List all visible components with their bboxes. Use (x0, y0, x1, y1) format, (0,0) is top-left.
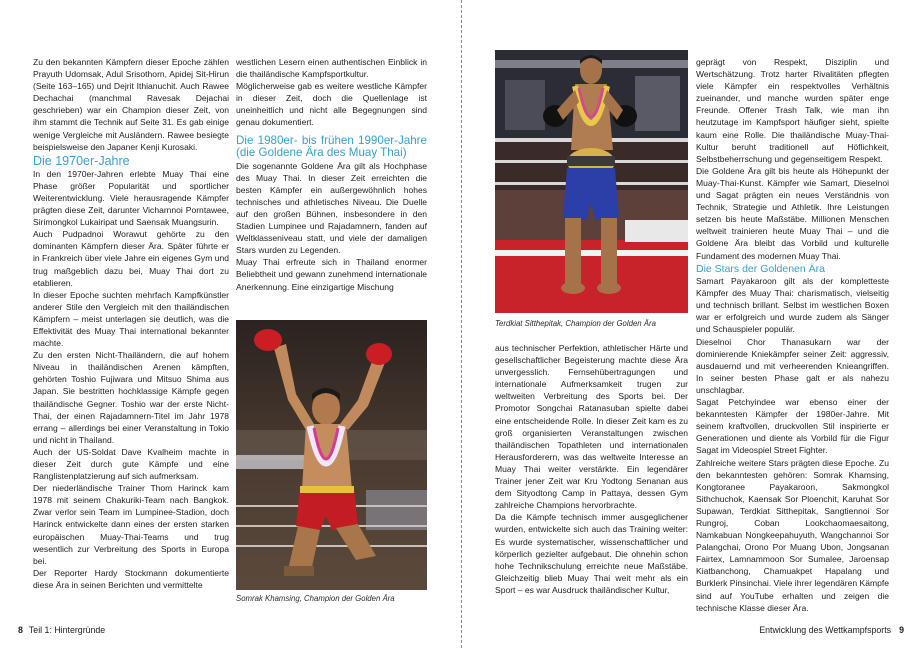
paragraph: Zu den ersten Nicht-Thailändern, die auf hohem Niveau in thailändischen Arenen kämpften, gehörten Toshio Fujiwara und Mitsuo Shima aus Japan. Sie bestritten hochklassige Kämpfe gegen thailändische Gegner. Toshio war der erste Nicht-Thai, der einen Rajadamnern-Titel im Jahr 1978 errang – allerdings bei einer Veranstaltung in Tokio und nicht in Thailand. (33, 350, 229, 445)
paragraph: geprägt von Respekt, Disziplin und Wertschätzung. Trotz harter Rivalitäten pflegten viele Kämpfer ein respektvolles Verhältnis zueinander, und manche wurden später enge Freunde. Offener Trash Talk, wie man ihn heutzutage im Kampfsport häufiger sieht, spielte kaum eine Rolle. Die thailändische Muay-Thai-Kultur beruht traditionell auf Höflichkeit, Selbstbeherrschung und gegenseitigem Respekt. (696, 57, 889, 164)
paragraph: Auch Pudpadnoi Worawut gehörte zu den dominanten Kämpfern dieser Ära. Später führte er in Frankreich über viele Jahre ein eigenes Gym und trug maßgeblich dazu bei, Muay Thai dort zu etablieren. (33, 229, 229, 288)
section-heading-1970s: Die 1970er-Jahre (33, 153, 130, 168)
paragraph: aus technischer Perfektion, athletischer Härte und gesellschaftlicher Begeisterung machte diese Ära unvergesslich. Fernsehübertragungen und internationale Aufmerksamkeit trugen zur weltweiten Verbreitung des Sports bei. Der Promotor Songchai Ratanasuban spielte dabei eine entscheidende Rolle. In dieser Zeit kam es zu groß organisierten Veranstaltungen zwischen thailändischen Topathleten und internationalen Herausforderern, was das weltweite Interesse an Muay Thai weiter verstärkte. Ein legendärer Trainer jener Zeit war Kru Yodtong Senanan aus dem Sityodtong Camp in Pattaya, dessen Gym zahlreiche Champions hervorbrachte. (495, 343, 688, 511)
paragraph: Dieselnoi Chor Thanasukarn war der dominierende Kniekämpfer seiner Zeit: aggressiv, ausdauernd und mit verheerenden Knieangriffen. In seiner besten Phase galt er als nahezu unschlagbar. (696, 336, 889, 395)
photo-somrak-khamsing (236, 320, 427, 590)
footer-section-right: Entwicklung des Wettkampfsports (759, 625, 892, 635)
footer-right (759, 625, 904, 635)
paragraph: Auch der US-Soldat Dave Kvalheim machte in dieser Zeit durch gute Kämpfe und eine Ranglistenplatzierung auf sich aufmerksam. (33, 446, 229, 482)
section-heading-golden-era: Die 1980er- bis frühen 1990er-Jahre (die Goldene Ära des Muay Thai) (236, 133, 427, 160)
page-number-left: 8 (18, 625, 23, 635)
boxer-photo-image (236, 320, 427, 590)
footer-left (18, 625, 105, 635)
photo-caption-right: Terdkiat Sitthepitak, Champion der Golden Ära (495, 319, 656, 328)
paragraph: Der niederländische Trainer Thom Harinck kam 1978 mit seinem Chakuriki-Team nach Bangkok. Zwar verlor sein Team im Lumpinee-Stadion, doch Harinck entwickelte dann eines der ersten starken europäischen Muay-Thai-Teams und trug wesentlich zur Verbreitung des Sports in Europa bei. (33, 483, 229, 566)
left-column-2 (236, 56, 427, 293)
paragraph: Die Goldene Ära gilt bis heute als Höhepunkt der Muay-Thai-Kunst. Kämpfer wie Samart, Dieselnoi und Sagat prägten ein neues Verständnis von Technik, Strategie und Athletik. Ihre Leistungen setzen bis heute Maßstäbe. Millionen Menschen weltweit trainieren heute Muay Thai – und die Goldene Ära bleibt das Vorbild und kulturelle Fundament des modernen Muay Thai. (696, 165, 889, 261)
paragraph: westlichen Lesern einen authentischen Einblick in die thailändische Kampfsportkultur. (236, 57, 427, 80)
paragraph: Muay Thai erfreute sich in Thailand enormer Beliebtheit und gewann zunehmend internationale Anerkennung. Eine einzigartige Mischung (236, 257, 427, 292)
paragraph: Sagat Petchyindee war ebenso einer der bekanntesten Kämpfer der 1980er-Jahre. Mit seinem kraftvollen, druckvollen Stil inspirierte er Generationen und diente als Vorbild für die Figur Sagat im Videospiel Street Fighter. (696, 397, 889, 456)
paragraph: In dieser Epoche suchten mehrfach Kampfkünstler anderer Stile den Vergleich mit den thailändischen Kämpfern – meist unterlagen sie deutlich, was die Effektivität des Muay Thai international bekannter machte. (33, 289, 229, 349)
page-fold (461, 0, 462, 648)
section-heading-stars: Die Stars der Goldenen Ära (696, 262, 825, 275)
right-column-3 (495, 342, 688, 596)
boxer-photo-image (495, 50, 688, 313)
paragraph: Zu den bekannten Kämpfern dieser Epoche zählen Prayuth Udomsak, Adul Srisothorn, Apidej Sit-Hirun (Seite 163–165) und Dejrit Ithianuchit. Auch Rawee Dechachai (manchmal Ravesak Dejachai geschrieben) war ein Champion dieser Zeit, von ihm stammt die Technik auf Seite 31. Es gab einige wenige Vergleiche mit Ausländern. Rawee besiegte beispielsweise den Japaner Kenji Kurosaki. (33, 57, 229, 152)
paragraph: Der Reporter Hardy Stockmann dokumentierte diese Ära in seinen Berichten und vermittelte (33, 567, 229, 590)
photo-caption-left: Somrak Khamsing, Champion der Golden Ära (236, 594, 395, 603)
paragraph: Samart Payakaroon gilt als der kompletteste Kämpfer des Muay Thai: charismatisch, vielseitig und technisch brillant. Selbst im westlichen Boxen war er erfolgreich und wurde zudem als Sänger und Schauspieler populär. (696, 276, 889, 335)
footer-section-left: Teil 1: Hintergründe (28, 625, 106, 635)
paragraph: In den 1970er-Jahren erlebte Muay Thai eine Phase größer Popularität und sportlicher Weiterentwicklung. Viele herausragende Kämpfer prägten diese Zeit, darunter Vicharnnoi Porntawee, Sirimongkol Lukairipat und Saensak Muangsurin. (33, 168, 229, 228)
paragraph: Möglicherweise gab es weitere westliche Kämpfer in dieser Zeit, doch die Quellenlage ist uneinheitlich und nicht alle Begegnungen sind genau dokumentiert. (236, 81, 427, 128)
paragraph: Die sogenannte Goldene Ära gilt als Hochphase des Muay Thai. In dieser Zeit erreichten die besten Kämpfer ein außergewöhnlich hohes technisches und athletisches Niveau. Die Duelle auf den großen Bühnen, insbesondere in den Stadien Lumpinee und Rajadamnern, fanden auf Weltklasseniveau statt, und viele der damaligen Stars wurden zu Legenden. (236, 160, 427, 256)
photo-terdkiat-sitthepitak (495, 50, 688, 313)
right-column-4 (696, 56, 889, 614)
left-column-1 (33, 56, 229, 591)
paragraph: Zahlreiche weitere Stars prägten diese Epoche. Zu den bekanntesten gehören: Somrak Khamsing, Kongtoranee Payakaroon, Sakmongkol Sithchuchok, Kaensak Sor Ploenchit, Karuhat Sor Supawan, Terdkiat Sitthepitak, Sangtiennoi Sor Rungroj, Coban Lookchaomaesaitong, Namkabuan Nongkeepahuyuth, Wangchannoi Sor Palangchai, Orono Por Muang Ubon, Jongsanan Fairtex, Lamnammoon Sor Sumalee, Jaroensap Kiatbanchong, Chamuakpet Hapalang und Burklerk Pinsinchai. Viele ihrer legendären Kämpfe sind auf YouTube erhalten und zeigen die technische Klasse dieser Ära. (696, 457, 889, 613)
paragraph: Da die Kämpfe technisch immer ausgeglichener wurden, entwickelte sich auch das Training weiter: Es wurde systematischer, wissenschaftlicher und körperlich gezielter aufgebaut. Die ohnehin schon hohe Technikschulung erreichte neue Maßstäbe. Gleichzeitig blieb Muay Thai weit mehr als ein Sport – es war Ausdruck thailändischer Kultur, (495, 512, 688, 595)
page-number-right: 9 (899, 625, 904, 635)
